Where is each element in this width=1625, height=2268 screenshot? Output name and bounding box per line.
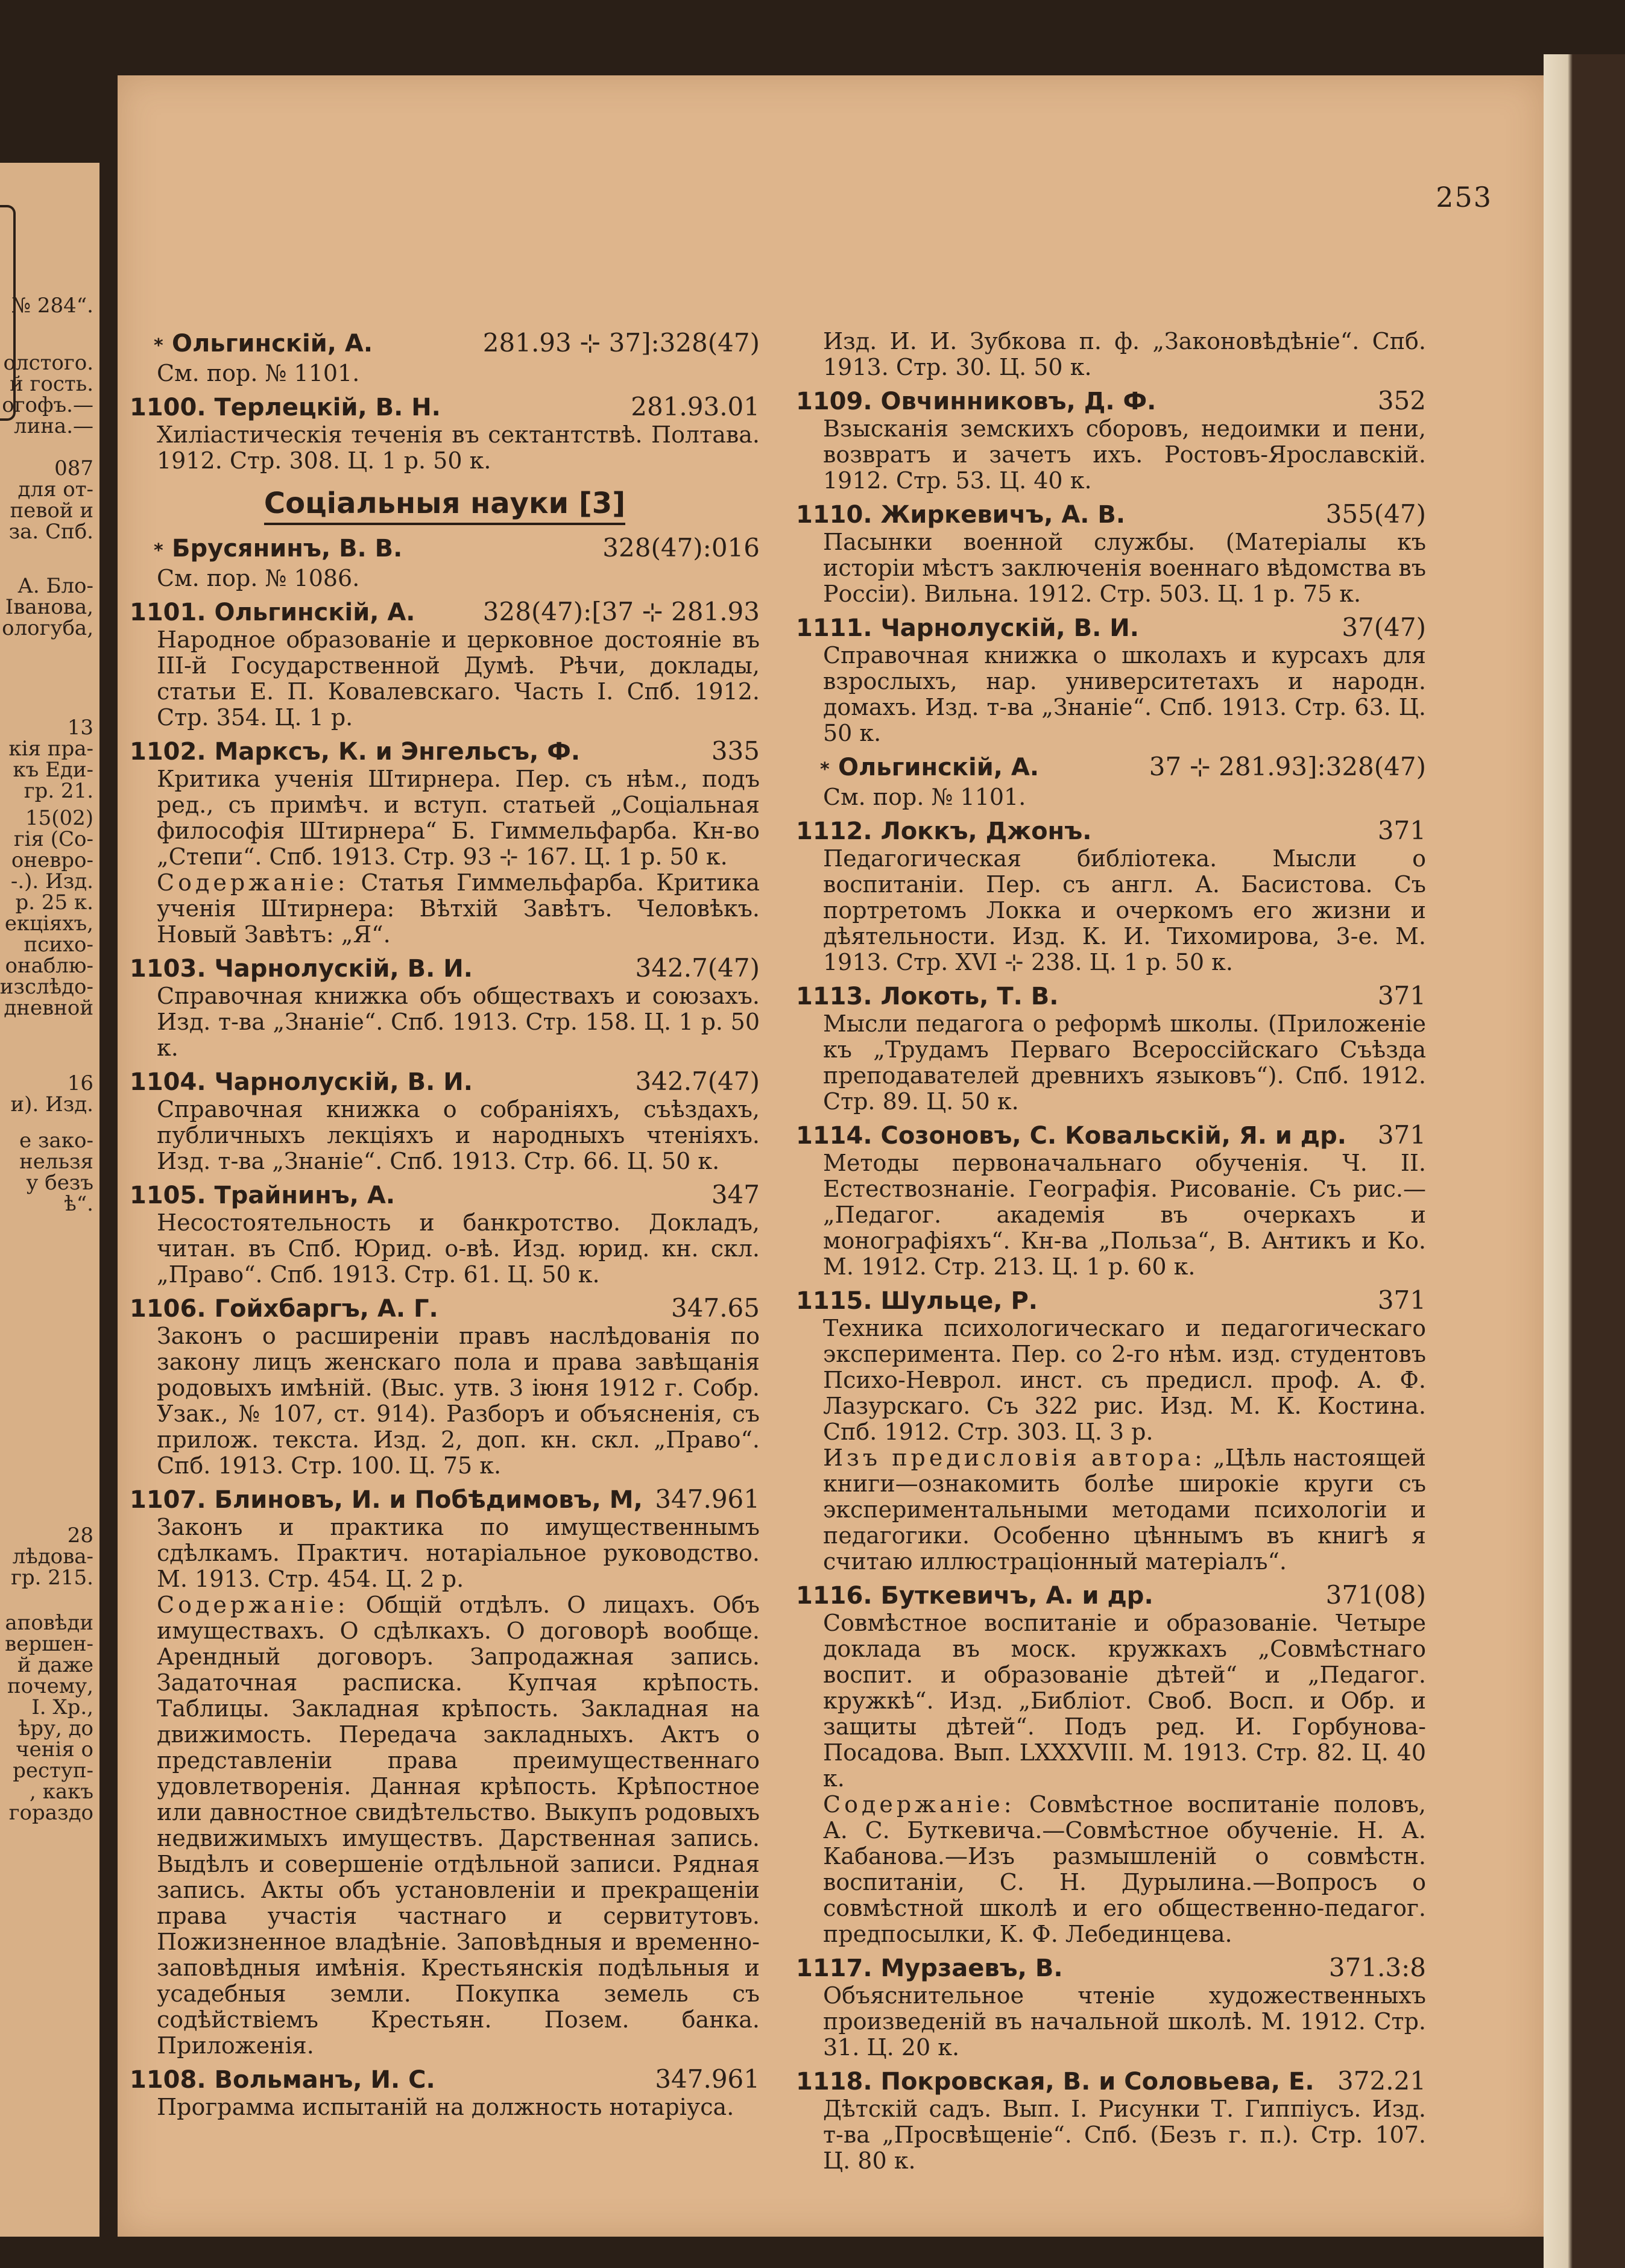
bibliography-entry xyxy=(796,1286,1426,1575)
previous-page-text-fragment: й даже xyxy=(17,1653,93,1677)
bibliography-entry xyxy=(796,613,1426,746)
previous-page-text-fragment: 16 xyxy=(67,1071,93,1095)
entry-description: Пасынки военной службы. (Матеріалы къ исторіи мѣстъ заключенія военнаго вѣдомства въ Россіи). Вильна. 1912. Стр. 503. Ц. 1 р. 75 к. xyxy=(823,529,1427,607)
previous-page-text-fragment: гр. 21. xyxy=(24,779,93,803)
udc-code: 281.93 ⊹ 37]:328(47) xyxy=(482,328,760,358)
entry-description: Техника психологическаго и педагогическаго эксперимента. Пер. со 2-го нѣм. изд. студентовъ Психо-Неврол. инст. съ предисл. проф. А. Ф. Лазурскаго. Съ 322 рис. Изд. М. К. Костина. Спб. 1912. Стр. 303. Ц. 3 р. xyxy=(823,1315,1426,1445)
previous-page-text-fragment: для от- xyxy=(17,477,93,502)
entry-author-line xyxy=(796,1287,1038,1315)
entry-description: Справочная книжка о собраніяхъ, съѣздахъ, публичныхъ лекціяхъ и народныхъ чтеніяхъ. Изд. т-ва „Знаніе“. Спб. 1913. Стр. 66. Ц. 50 к. xyxy=(157,1096,760,1174)
entry-author-line xyxy=(130,393,441,422)
entry-heading xyxy=(130,1180,760,1210)
entry-author-line xyxy=(796,1581,1153,1610)
bibliography-entry xyxy=(796,1121,1426,1280)
udc-code: 347 xyxy=(711,1180,760,1209)
entry-author: Мурзаевъ, В. xyxy=(880,1955,1063,1982)
bibliography-entry xyxy=(796,981,1426,1115)
bibliography-entry xyxy=(130,534,760,591)
previous-page-text-fragment: реступ- xyxy=(13,1759,93,1783)
entry-description: Несостоятельность и банкротство. Докладъ, читан. въ Спб. Юрид. о-вѣ. Изд. юрид. кн. скл. „Право“. Спб. 1913. Стр. 61. Ц. 50 к. xyxy=(157,1209,760,1288)
page-number: 253 xyxy=(1436,181,1492,213)
contents-label: Содержаніе: xyxy=(157,869,349,896)
entry-author: Чарнолускій, В. И. xyxy=(214,1068,473,1096)
entry-number: 1110. xyxy=(796,501,872,529)
entry-description: Законъ и практика по имущественнымъ сдѣлкамъ. Практич. нотаріальное руководство. М. 1913. Стр. 454. Ц. 2 р. xyxy=(157,1514,760,1592)
entry-number: 1106. xyxy=(130,1295,206,1323)
entry-author: Ольгинскій, А. xyxy=(172,330,373,358)
cross-reference-star: * xyxy=(820,759,830,780)
previous-page-text-fragment: 15(02) xyxy=(25,806,93,830)
previous-page-text-fragment: изслѣдо- xyxy=(0,975,93,999)
entry-heading xyxy=(130,1067,760,1097)
bibliography-entry xyxy=(130,1485,760,2059)
entry-number: 1108. xyxy=(130,2066,206,2094)
entry-description: Программа испытаній на должность нотаріуса. xyxy=(157,2094,734,2120)
entry-number: 1109. xyxy=(796,388,872,415)
previous-page-text-fragment: олстого. xyxy=(3,351,93,375)
entry-description: Справочная книжка объ обществахъ и союзахъ. Изд. т-ва „Знаніе“. Спб. 1913. Стр. 158. Ц. 1 р. 50 к. xyxy=(157,983,760,1061)
cross-reference-star: * xyxy=(154,540,163,561)
entry-author-line xyxy=(796,2067,1314,2096)
previous-page-text-fragment: кія пра- xyxy=(8,737,93,761)
previous-page-text-fragment: ѣру, до xyxy=(17,1716,93,1740)
entry-number: 1111. xyxy=(796,614,872,642)
entry-number: 1103. xyxy=(130,955,206,983)
udc-code: 371 xyxy=(1377,981,1426,1010)
entry-author-line xyxy=(130,1294,438,1323)
entry-heading xyxy=(130,737,760,766)
entry-heading xyxy=(130,329,760,361)
entry-number: 1116. xyxy=(796,1582,872,1610)
udc-code: 328(47):016 xyxy=(602,533,760,562)
contents-label: Содержаніе: xyxy=(157,1592,349,1618)
entry-author: Покровская, В. и Соловьева, Е. xyxy=(880,2068,1314,2096)
previous-page-text-fragment: певой и xyxy=(10,499,93,523)
entry-heading xyxy=(130,392,760,422)
entry-description: Педагогическая библіотека. Мысли о воспитаніи. Пер. съ англ. А. Басистова. Съ портретомъ Локка и очеркомъ его жизни и дѣятельности. Изд. К. И. Тихомирова, 3-е. М. 1913. Стр. XVI ⊹ 238. Ц. 1 р. 50 к. xyxy=(823,845,1426,975)
entry-author-line xyxy=(796,387,1156,416)
entry-author-line xyxy=(130,1181,395,1210)
contents-label: Изъ предисловія автора: xyxy=(823,1444,1206,1471)
entry-author-line xyxy=(796,817,1091,846)
right-column xyxy=(796,329,1426,2180)
previous-page-text-fragment: р. 25 к. xyxy=(15,890,93,915)
entry-heading xyxy=(130,1485,760,1514)
bibliography-entry xyxy=(796,1581,1426,1947)
previous-page-text-fragment: е зако- xyxy=(19,1129,93,1153)
entry-author-line xyxy=(796,982,1059,1011)
bibliography-entry xyxy=(796,752,1426,810)
entry-author-line xyxy=(796,1121,1346,1150)
left-column xyxy=(130,329,760,2126)
entry-heading xyxy=(796,1286,1426,1315)
previous-page-text-fragment: къ Еди- xyxy=(13,758,93,782)
entry-author: Брусянинъ, В. В. xyxy=(172,535,403,562)
contents-text: Общій отдѣлъ. О лицахъ. Объ имуществахъ. О сдѣлкахъ. О договорѣ вообще. Арендный договоръ. Запродажная запись. Задаточная расписка. Купчая крѣпость. Таблицы. Закладная крѣпость. Закладная на движимость. Передача закладныхъ. Актъ о представленіи права преимущественнаго удовлетворенія. Данная крѣпость. Крѣпостное или давностное свидѣтельство. Выкупъ родовыхъ недвижимыхъ имуществъ. Дарственная запись. Выдѣлъ и совершеніе отдѣльной записи. Рядная запись. Акты объ установленіи и прекращеніи права участія частнаго и сервитутовъ. Пожизненное владѣніе. Заповѣдныя и временно-заповѣдныя имѣнія. Крестьянскія подѣльныя и усадебныя земли. Покупка земель съ содѣйствіемъ Крестьян. Позем. банка. Приложенія. xyxy=(157,1592,760,2059)
entry-author: Локоть, Т. В. xyxy=(880,983,1059,1010)
udc-code: 347.961 xyxy=(655,1484,760,1514)
udc-code: 372.21 xyxy=(1337,2066,1426,2096)
entry-author-line xyxy=(796,500,1125,529)
bibliography-entry xyxy=(796,2067,1426,2174)
entry-author-line xyxy=(796,614,1139,643)
bibliography-entry xyxy=(130,1067,760,1174)
udc-code: 371 xyxy=(1377,1120,1426,1150)
previous-page-text-fragment: ѣ“. xyxy=(64,1192,93,1216)
contents-text: Совмѣстное воспитаніе половъ, А. С. Буткевича.—Совмѣстное обученіе. Н. А. Кабанова.—Изъ размышленій о совмѣстн. воспитаніи, С. Н. Дурылина.—Вопросъ о совмѣстной школѣ и его общественно-педагог. предпосылки, К. Ф. Лебединцева. xyxy=(823,1791,1426,1947)
entry-description: Взысканія земскихъ сборовъ, недоимки и пени, возвратъ и зачетъ ихъ. Ростовъ-Ярославскій. 1912. Стр. 53. Ц. 40 к. xyxy=(823,415,1426,494)
entry-heading xyxy=(796,386,1426,416)
udc-code: 347.65 xyxy=(671,1293,760,1323)
entry-author: Вольманъ, И. С. xyxy=(214,2066,435,2094)
previous-page-text-fragment: лина.— xyxy=(14,414,93,438)
cross-reference-star: * xyxy=(154,335,163,356)
previous-page-text-fragment: дневной xyxy=(4,996,93,1020)
bibliography-entry xyxy=(130,1180,760,1288)
entry-author: Шульце, Р. xyxy=(880,1287,1038,1315)
previous-page-text-fragment: ологуба, xyxy=(2,616,93,640)
entry-author: Ольгинскій, А. xyxy=(838,754,1040,781)
entry-author-line xyxy=(820,753,1040,784)
previous-page-text-fragment: и). Изд. xyxy=(10,1092,93,1117)
entry-number: 1113. xyxy=(796,983,872,1010)
entry-author: Локкъ, Джонъ. xyxy=(880,817,1092,845)
bibliography-entry xyxy=(130,597,760,731)
entry-author: Ольгинскій, А. xyxy=(214,599,415,626)
bibliography-entry xyxy=(130,1294,760,1479)
previous-page-text-fragment: почему, xyxy=(7,1674,93,1698)
entry-description: Критика ученія Штирнера. Пер. съ нѣм., подъ ред., съ примѣч. и вступ. статьей „Соціальная философія Штирнера“ Б. Гиммельфарба. Кн-во „Степи“. Спб. 1913. Стр. 93 ⊹ 167. Ц. 1 р. 50 к. xyxy=(157,766,760,870)
udc-code: 371(08) xyxy=(1325,1580,1426,1610)
entry-author-line xyxy=(130,954,473,983)
bibliography-entry xyxy=(130,2065,760,2120)
previous-page-text-fragment: аповѣди xyxy=(5,1611,93,1635)
contents-text: Статья Гиммельфарба. Критика ученія Штирнера: Вѣтхій Завѣтъ. Человѣкъ. Новый Завѣтъ: „Я“. xyxy=(157,869,760,948)
previous-page-text-fragment: гія (Со- xyxy=(13,827,93,851)
previous-page-text-fragment: № 284“. xyxy=(11,294,93,318)
entry-author: Буткевичъ, А. и др. xyxy=(880,1582,1153,1610)
entry-author: Трайнинъ, А. xyxy=(214,1182,396,1209)
udc-code: 371.3:8 xyxy=(1328,1953,1426,1982)
section-title xyxy=(130,487,760,520)
entry-author: Блиновъ, И. и Побѣдимовъ, М, xyxy=(214,1486,643,1514)
previous-page-text-fragment: й гость. xyxy=(10,372,93,396)
previous-page-text-fragment: онаблю- xyxy=(5,954,93,978)
entry-author-line xyxy=(130,1485,643,1514)
entry-author-line xyxy=(154,534,403,565)
entry-description: Объяснительное чтеніе художественныхъ произведеній въ начальной школѣ. М. 1912. Стр. 31. Ц. 20 к. xyxy=(823,1982,1426,2061)
udc-code: 371 xyxy=(1377,816,1426,845)
bibliography-entry xyxy=(796,500,1426,607)
entry-heading xyxy=(796,1581,1426,1610)
entry-description: Справочная книжка о школахъ и курсахъ для взрослыхъ, нар. университетахъ и народн. домахъ. Изд. т-ва „Знаніе“. Спб. 1913. Стр. 63. Ц. 50 к. xyxy=(823,642,1426,746)
udc-code: 37(47) xyxy=(1342,613,1426,642)
contents-text: „Цѣль настоящей книги—ознакомить болѣе широкіе круги съ экспериментальными методами психологіи и педагогики. Особенно цѣннымъ въ книгѣ я считаю иллюстраціонный матеріалъ“. xyxy=(823,1444,1426,1575)
udc-code: 352 xyxy=(1377,386,1426,415)
previous-page-text-fragment: 13 xyxy=(67,716,93,740)
entry-number: 1104. xyxy=(130,1068,206,1096)
entry-description: Законъ о расширеніи правъ наслѣдованія по закону лицъ женскаго пола и права завѣщанія родовыхъ имѣній. (Выс. утв. 3 іюня 1912 г. Собр. Узак., № 107, ст. 914). Разборъ и объясненія, съ прилож. текста. Изд. 2, доп. кн. скл. „Право“. Спб. 1913. Стр. 100. Ц. 75 к. xyxy=(157,1323,760,1479)
previous-page-text-fragment: лѣдова- xyxy=(12,1545,93,1569)
entry-heading xyxy=(796,752,1426,784)
previous-page-text-fragment: 087 xyxy=(54,456,93,480)
entry-description: См. пор. № 1101. xyxy=(823,784,1026,810)
previous-page-text-fragment: , какъ xyxy=(29,1780,93,1804)
entry-heading xyxy=(796,613,1426,643)
entry-author-line xyxy=(130,1068,473,1097)
previous-page-text-fragment: Іванова, xyxy=(5,595,93,619)
entry-contents xyxy=(796,1445,1426,1575)
entry-heading xyxy=(796,2067,1426,2096)
entry-number: 1102. xyxy=(130,738,206,766)
entry-author: Чарнолускій, В. И. xyxy=(880,614,1139,642)
entry-heading xyxy=(130,597,760,627)
previous-page-text-fragment: А. Бло- xyxy=(17,574,93,598)
previous-page-text-fragment: нельзя xyxy=(19,1150,93,1174)
entry-description: Хиліастическія теченія въ сектантствѣ. Полтава. 1912. Стр. 308. Ц. 1 р. 50 к. xyxy=(157,421,760,474)
section-title-text: Соціальныя науки [3] xyxy=(264,487,625,525)
entry-description: Мысли педагога о реформѣ школы. (Приложеніе къ „Трудамъ Перваго Всероссійскаго Съѣзда преподавателей древнихъ языковъ“). Спб. 1912. Стр. 89. Ц. 50 к. xyxy=(823,1010,1426,1115)
entry-author: Жиркевичъ, А. В. xyxy=(880,501,1126,529)
entry-author: Созоновъ, С. Ковальскій, Я. и др. xyxy=(880,1122,1346,1150)
entry-heading xyxy=(796,1121,1426,1150)
bibliography-entry xyxy=(130,737,760,948)
entry-description: См. пор. № 1086. xyxy=(157,565,360,591)
bibliography-entry xyxy=(130,954,760,1061)
previous-page-text-fragment: горaздо xyxy=(8,1801,93,1825)
entry-description: Методы первоначальнаго обученія. Ч. ІІ. Естествознаніе. Географія. Рисованіе. Съ рис.— „Педагог. академія въ очеркахъ и монографіяхъ“. Кн-ва „Польза“, В. Антикъ и Ко. М. 1912. Стр. 213. Ц. 1 р. 60 к. xyxy=(823,1150,1426,1280)
continued-entry-text: Изд. И. И. Зубкова п. ф. „Законовѣдѣніе“. Спб. 1913. Стр. 30. Ц. 50 к. xyxy=(823,328,1426,380)
udc-code: 371 xyxy=(1377,1285,1426,1315)
entry-author-line xyxy=(154,329,373,361)
entry-description: Совмѣстное воспитаніе и образованіе. Четыре доклада въ моск. кружкахъ „Совмѣстнаго воспит. и образованіе дѣтей“ и „Педагог. кружкѣ“. Изд. „Библіот. Своб. Восп. и Обр. и защиты дѣтей“. Подъ ред. И. Горбунова-Посадова. Вып. LXXXVIII. М. 1913. Стр. 82. Ц. 40 к. xyxy=(823,1610,1426,1792)
entry-author: Гойхбаргъ, А. Г. xyxy=(214,1295,438,1323)
entry-number: 1118. xyxy=(796,2068,872,2096)
udc-code: 37 ⊹ 281.93]:328(47) xyxy=(1149,752,1426,781)
entry-number: 1101. xyxy=(130,599,206,626)
previous-page-text-fragment: гр. 215. xyxy=(11,1566,93,1590)
udc-code: 342.7(47) xyxy=(635,953,760,983)
entry-contents xyxy=(796,1792,1426,1947)
entry-number: 1117. xyxy=(796,1955,872,1982)
previous-page-text-fragment: ченія о xyxy=(16,1737,93,1762)
udc-code: 281.93.01 xyxy=(631,392,760,421)
entry-author-line xyxy=(130,598,415,627)
entry-heading xyxy=(796,981,1426,1011)
entry-description: Дѣтскій садъ. Вып. І. Рисунки Т. Гиппіусъ. Изд. т-ва „Просвѣщеніе“. Спб. (Безъ г. п.). Стр. 107. Ц. 80 к. xyxy=(823,2096,1426,2174)
previous-page-text-fragment: у безъ xyxy=(26,1171,93,1195)
entry-author-line xyxy=(130,2065,435,2094)
entry-number: 1114. xyxy=(796,1122,872,1150)
previous-page-text-fragment: -.). Изд. xyxy=(10,869,93,893)
entry-number: 1107. xyxy=(130,1486,206,1514)
previous-page-text-fragment: екціяхъ, xyxy=(4,912,93,936)
udc-code: 335 xyxy=(711,736,760,766)
previous-page-edge xyxy=(0,163,99,2237)
previous-page-text-fragment: І. Хр., xyxy=(31,1695,93,1719)
previous-page-text-fragment: 28 xyxy=(67,1523,93,1548)
entry-contents xyxy=(130,1592,760,2059)
entry-number: 1100. xyxy=(130,394,206,421)
contents-label: Содержаніе: xyxy=(823,1791,1015,1818)
entry-heading xyxy=(796,500,1426,529)
previous-page-text-fragment: огофъ.— xyxy=(2,393,93,417)
previous-page-text-fragment: за. Спб. xyxy=(8,520,93,544)
entry-description: Народное образованіе и церковное достояніе въ ІІІ-й Государственной Думѣ. Рѣчи, доклады, статьи Е. П. Ковалевскаго. Часть І. Спб. 1912. Стр. 354. Ц. 1 р. xyxy=(157,626,760,731)
entry-number: 1105. xyxy=(130,1182,206,1209)
previous-page-text-fragment: вершен- xyxy=(5,1632,93,1656)
entry-number: 1115. xyxy=(796,1287,872,1315)
udc-code: 342.7(47) xyxy=(635,1066,760,1096)
udc-code: 328(47):[37 ⊹ 281.93 xyxy=(482,597,760,626)
entry-author: Марксъ, К. и Энгельсъ, Ф. xyxy=(214,738,581,766)
entry-heading xyxy=(796,816,1426,846)
book-spine xyxy=(1544,54,1625,2268)
previous-page-text-fragment: психо- xyxy=(24,933,93,957)
entry-heading xyxy=(130,954,760,983)
entry-author-line xyxy=(796,1954,1063,1983)
entry-heading xyxy=(130,534,760,565)
entry-author: Чарнолускій, В. И. xyxy=(214,955,473,983)
entry-heading xyxy=(130,2065,760,2094)
bibliography-entry xyxy=(796,816,1426,975)
background-top xyxy=(99,0,1625,75)
entry-heading xyxy=(796,1953,1426,1983)
bibliography-entry xyxy=(130,392,760,474)
bibliography-entry xyxy=(796,1953,1426,2061)
udc-code: 347.961 xyxy=(655,2064,760,2094)
entry-contents xyxy=(130,870,760,948)
entry-author: Овчинниковъ, Д. Ф. xyxy=(880,388,1156,415)
entry-author: Терлецкій, В. Н. xyxy=(214,394,441,421)
entry-heading xyxy=(130,1294,760,1323)
entry-description: См. пор. № 1101. xyxy=(157,360,360,386)
entry-author-line xyxy=(130,737,580,766)
entry-number: 1112. xyxy=(796,817,872,845)
previous-page-text-fragment: оневро- xyxy=(11,848,93,872)
udc-code: 355(47) xyxy=(1325,499,1426,529)
bibliography-entry xyxy=(796,386,1426,494)
book-page xyxy=(118,75,1544,2237)
bibliography-entry xyxy=(130,329,760,386)
